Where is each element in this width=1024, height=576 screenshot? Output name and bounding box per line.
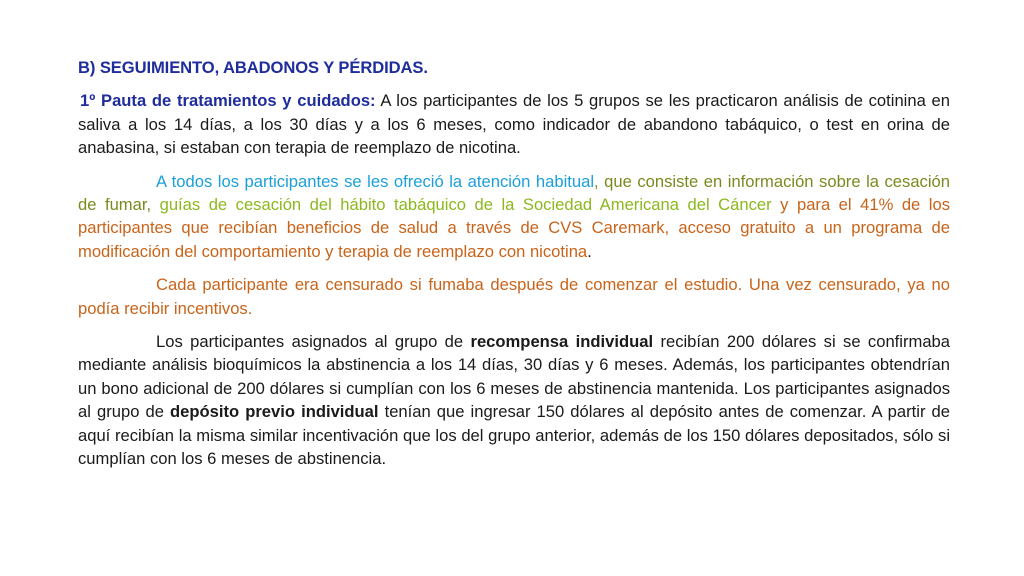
slide-content xyxy=(78,56,950,481)
incentive-text-1: Los participantes asignados al grupo de xyxy=(156,332,471,352)
usual-care-acs-guides: guías de cesación del hábito tabáquico de la Sociedad Americana del Cáncer xyxy=(159,195,772,215)
individual-deposit-term: depósito previo individual xyxy=(170,402,379,422)
section-heading: B) SEGUIMIENTO, ABADONOS Y PÉRDIDAS. xyxy=(78,58,428,77)
usual-care-period: . xyxy=(587,241,592,261)
incentive-text-2: recibían 200 dólares si se confirmaba mediante análisis bioquímicos la abstinencia a los 14 días, 30 días y 6 meses. Además, los participantes obtendrían un bono adicional de 200 dólares si cumplían con los 6 meses de abstinencia mantenida. Los participantes asignados al grupo de xyxy=(78,332,951,422)
paragraph-usual-care xyxy=(78,170,950,264)
treatment-protocol-text: A los participantes de los 5 grupos se les practicaron análisis de cotinina en saliva a los 14 días, a los 30 días y a los 6 meses, como indicador de abandono tabáquico, o test en orina de anabasina, si estaban con terapia de reemplazo de nicotina. xyxy=(78,91,950,158)
treatment-protocol-lead: 1º Pauta de tratamientos y cuidados: xyxy=(80,91,376,111)
paragraph-censoring xyxy=(78,273,950,320)
usual-care-intro: A todos los participantes se les ofreció la atención habitual xyxy=(156,171,595,191)
paragraph-incentive-groups xyxy=(78,330,950,470)
incentive-text-3: tenían que ingresar 150 dólares al depósito antes de comenzar. A partir de aquí recibían la misma similar incentivación que los del grupo anterior, además de los 150 dólares depositados, sólo si cumplían con los 6 meses de abstinencia. xyxy=(78,402,950,469)
usual-care-cvs-program: y para el 41% de los participantes que recibían beneficios de salud a través de CVS Caremark, acceso gratuito a un programa de modificación del comportamiento y terapia de reemplazo con nicotina xyxy=(78,195,951,261)
usual-care-cessation-info: , que consiste en información sobre la cesación de fumar, xyxy=(78,171,950,215)
paragraph-treatment-protocol xyxy=(78,89,950,159)
censoring-text: Cada participante era censurado si fumaba después de comenzar el estudio. Una vez censurado, ya no podía recibir incentivos. xyxy=(78,275,950,318)
individual-reward-term: recompensa individual xyxy=(470,332,654,352)
